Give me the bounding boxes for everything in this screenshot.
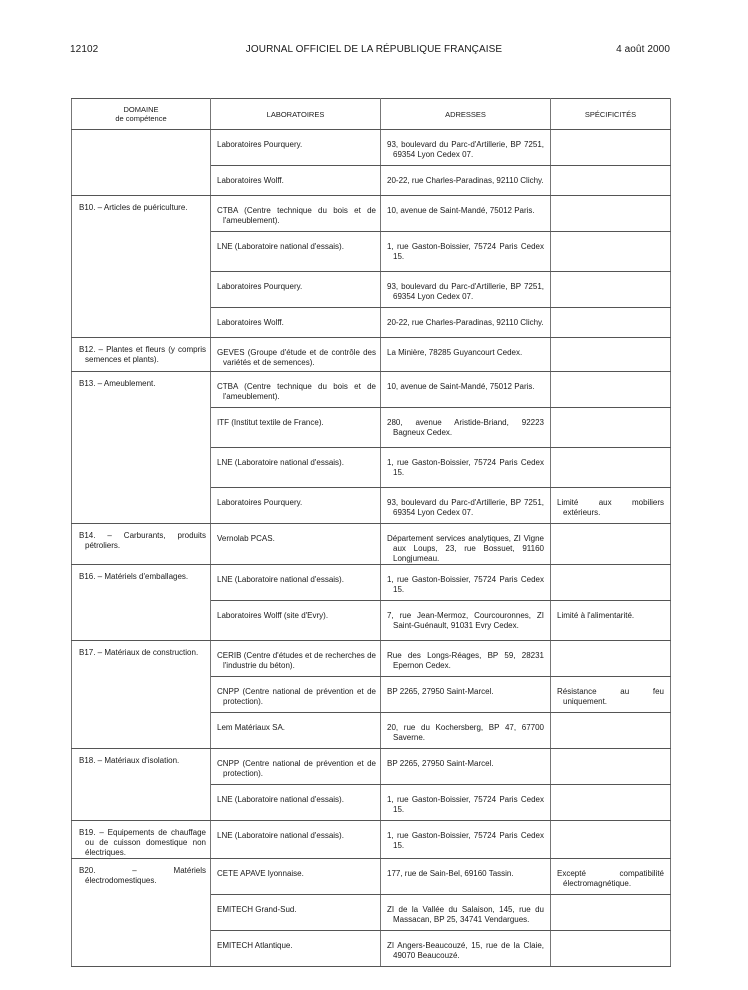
laboratoire-cell	[211, 931, 381, 967]
specificite-cell	[551, 166, 671, 196]
specificite-cell-text: Résistance au feu uniquement.	[557, 687, 664, 706]
laboratoire-cell	[211, 196, 381, 232]
table-row	[72, 821, 671, 859]
laboratoire-cell-text: CNPP (Centre national de prévention et de protection).	[217, 759, 376, 778]
table-row	[72, 372, 671, 408]
specificite-cell	[551, 196, 671, 232]
adresse-cell	[381, 821, 551, 859]
laboratoire-cell	[211, 749, 381, 785]
adresse-cell-text: 93, boulevard du Parc-d'Artillerie, BP 7251, 69354 Lyon Cedex 07.	[387, 140, 544, 159]
specificite-cell	[551, 372, 671, 408]
adresse-cell	[381, 272, 551, 308]
adresse-cell-text: 93, boulevard du Parc-d'Artillerie, BP 7251, 69354 Lyon Cedex 07.	[387, 498, 544, 517]
domaine-cell-text: B18. – Matériaux d'isolation.	[79, 756, 180, 765]
laboratoire-cell-text: Laboratoires Pourquery.	[217, 140, 303, 149]
laboratoire-cell	[211, 448, 381, 488]
adresse-cell-text: 1, rue Gaston-Boissier, 75724 Paris Cedex 15.	[387, 575, 544, 594]
laboratoire-cell-text: Laboratoires Wolff.	[217, 176, 284, 185]
table-row	[72, 524, 671, 565]
specificite-cell	[551, 338, 671, 372]
laboratoire-cell	[211, 601, 381, 641]
table-row	[72, 130, 671, 166]
adresse-cell-text: 177, rue de Sain-Bel, 69160 Tassin.	[387, 869, 514, 878]
laboratoire-cell	[211, 821, 381, 859]
laboratoire-cell	[211, 372, 381, 408]
laboratoire-cell	[211, 272, 381, 308]
adresse-cell	[381, 677, 551, 713]
adresse-cell	[381, 931, 551, 967]
adresse-cell-text: 7, rue Jean-Mermoz, Courcouronnes, ZI Saint-Guénault, 91031 Evry Cedex.	[387, 611, 544, 630]
domaine-cell-text: B19. – Equipements de chauffage ou de cuisson domestique non électriques.	[79, 828, 206, 857]
laboratoire-cell-text: CETE APAVE lyonnaise.	[217, 869, 304, 878]
domaine-cell	[72, 859, 211, 967]
laboratoire-cell	[211, 565, 381, 601]
laboratoire-cell-text: LNE (Laboratoire national d'essais).	[217, 575, 344, 584]
page-number: 12102	[70, 44, 99, 55]
specificite-cell-text: Excepté compatibilité électromagnétique.	[557, 869, 664, 888]
adresse-cell-text: 1, rue Gaston-Boissier, 75724 Paris Cedex 15.	[387, 831, 544, 850]
laboratoire-cell	[211, 677, 381, 713]
adresse-cell	[381, 232, 551, 272]
specificite-cell	[551, 713, 671, 749]
specificite-cell-text: Limité aux mobiliers extérieurs.	[557, 498, 664, 517]
specificite-cell	[551, 931, 671, 967]
specificite-cell	[551, 749, 671, 785]
domaine-cell-text: B16. – Matériels d'emballages.	[79, 572, 189, 581]
laboratoire-cell-text: Laboratoires Pourquery.	[217, 282, 303, 291]
laboratoire-cell	[211, 130, 381, 166]
specificite-cell	[551, 524, 671, 565]
specificite-cell-text: Limité à l'alimentarité.	[557, 611, 635, 620]
specificite-cell	[551, 232, 671, 272]
adresse-cell	[381, 565, 551, 601]
adresse-cell	[381, 372, 551, 408]
adresse-cell-text: 280, avenue Aristide-Briand, 92223 Bagneux Cedex.	[387, 418, 544, 437]
journal-title: JOURNAL OFFICIEL DE LA RÉPUBLIQUE FRANÇAISE	[245, 44, 503, 55]
column-header-adresses: ADRESSES	[381, 99, 551, 130]
adresse-cell-text: Rue des Longs-Réages, BP 59, 28231 Epernon Cedex.	[387, 651, 544, 670]
laboratoire-cell-text: EMITECH Atlantique.	[217, 941, 293, 950]
laboratoire-cell	[211, 308, 381, 338]
adresse-cell-text: 1, rue Gaston-Boissier, 75724 Paris Cedex 15.	[387, 242, 544, 261]
domaine-cell-text: B10. – Articles de puériculture.	[79, 203, 188, 212]
table-header-row	[72, 99, 671, 130]
column-header-specificites: SPÉCIFICITÉS	[551, 99, 671, 130]
adresse-cell	[381, 785, 551, 821]
adresse-cell-text: 20-22, rue Charles-Paradinas, 92110 Clichy.	[387, 318, 544, 327]
laboratoire-cell-text: EMITECH Grand-Sud.	[217, 905, 297, 914]
adresse-cell-text: 10, avenue de Saint-Mandé, 75012 Paris.	[387, 382, 535, 391]
laboratoire-cell	[211, 641, 381, 677]
laboratoire-cell	[211, 785, 381, 821]
adresse-cell-text: BP 2265, 27950 Saint-Marcel.	[387, 759, 494, 768]
table-row	[72, 565, 671, 601]
adresse-cell	[381, 196, 551, 232]
adresse-cell	[381, 601, 551, 641]
specificite-cell	[551, 272, 671, 308]
adresse-cell-text: 1, rue Gaston-Boissier, 75724 Paris Cedex 15.	[387, 795, 544, 814]
laboratoire-cell	[211, 488, 381, 524]
specificite-cell	[551, 408, 671, 448]
adresse-cell	[381, 308, 551, 338]
adresse-cell	[381, 166, 551, 196]
adresse-cell-text: ZI Angers-Beaucouzé, 15, rue de la Claie, 49070 Beaucouzé.	[387, 941, 544, 960]
laboratoire-cell-text: Lem Matériaux SA.	[217, 723, 286, 732]
laboratoire-cell-text: LNE (Laboratoire national d'essais).	[217, 242, 344, 251]
table-row	[72, 641, 671, 677]
table-row	[72, 859, 671, 895]
column-header-laboratoires: LABORATOIRES	[211, 99, 381, 130]
laboratoire-cell	[211, 859, 381, 895]
laboratoire-cell-text: ITF (Institut textile de France).	[217, 418, 324, 427]
adresse-cell	[381, 749, 551, 785]
specificite-cell	[551, 565, 671, 601]
specificite-cell	[551, 130, 671, 166]
adresse-cell-text: ZI de la Vallée du Salaison, 145, rue du Massacan, BP 25, 34741 Vendargues.	[387, 905, 544, 924]
adresse-cell-text: 20, rue du Kochersberg, BP 47, 67700 Saverne.	[387, 723, 544, 742]
specificite-cell	[551, 641, 671, 677]
laboratoire-cell-text: Laboratoires Pourquery.	[217, 498, 303, 507]
adresse-cell-text: 1, rue Gaston-Boissier, 75724 Paris Cedex 15.	[387, 458, 544, 477]
table-row	[72, 196, 671, 232]
table-row	[72, 338, 671, 372]
specificite-cell	[551, 785, 671, 821]
laboratoire-cell	[211, 232, 381, 272]
domaine-cell-text: B12. – Plantes et fleurs (y compris semences et plants).	[79, 345, 206, 364]
adresse-cell	[381, 713, 551, 749]
specificite-cell	[551, 601, 671, 641]
laboratoire-cell	[211, 713, 381, 749]
laboratoire-cell-text: LNE (Laboratoire national d'essais).	[217, 831, 344, 840]
domaine-cell	[72, 524, 211, 565]
domaine-cell-text: B14. – Carburants, produits pétroliers.	[79, 531, 206, 550]
adresse-cell-text: 93, boulevard du Parc-d'Artillerie, BP 7251, 69354 Lyon Cedex 07.	[387, 282, 544, 301]
adresse-cell	[381, 488, 551, 524]
laboratoire-cell-text: LNE (Laboratoire national d'essais).	[217, 795, 344, 804]
laboratoire-cell-text: Laboratoires Wolff.	[217, 318, 284, 327]
specificite-cell	[551, 677, 671, 713]
specificite-cell	[551, 488, 671, 524]
adresse-cell-text: Département services analytiques, ZI Vigne aux Loups, 23, rue Bossuet, 91160 Longjumeau.	[387, 534, 544, 563]
laboratories-table	[71, 98, 671, 967]
adresse-cell	[381, 408, 551, 448]
laboratoire-cell-text: Vernolab PCAS.	[217, 534, 275, 543]
domaine-cell-text: B13. – Ameublement.	[79, 379, 156, 388]
domaine-cell	[72, 196, 211, 338]
laboratoire-cell-text: Laboratoires Wolff (site d'Evry).	[217, 611, 329, 620]
domaine-cell	[72, 749, 211, 821]
domaine-cell-text: B20. – Matériels électrodomestiques.	[79, 866, 206, 885]
adresse-cell-text: 10, avenue de Saint-Mandé, 75012 Paris.	[387, 206, 535, 215]
laboratoire-cell-text: CNPP (Centre national de prévention et de protection).	[217, 687, 376, 706]
table-row	[72, 749, 671, 785]
adresse-cell-text: La Minière, 78285 Guyancourt Cedex.	[387, 348, 523, 357]
adresse-cell	[381, 641, 551, 677]
specificite-cell	[551, 308, 671, 338]
adresse-cell	[381, 859, 551, 895]
adresse-cell-text: BP 2265, 27950 Saint-Marcel.	[387, 687, 494, 696]
domaine-cell	[72, 372, 211, 524]
laboratoire-cell	[211, 895, 381, 931]
adresse-cell-text: 20-22, rue Charles-Paradinas, 92110 Clichy.	[387, 176, 544, 185]
adresse-cell	[381, 524, 551, 565]
domaine-cell	[72, 338, 211, 372]
specificite-cell	[551, 448, 671, 488]
laboratoire-cell	[211, 524, 381, 565]
laboratoire-cell-text: CTBA (Centre technique du bois et de l'ameublement).	[217, 206, 376, 225]
adresse-cell	[381, 895, 551, 931]
specificite-cell	[551, 821, 671, 859]
laboratoire-cell	[211, 338, 381, 372]
column-header-domaine: DOMAINE de compétence	[72, 99, 211, 130]
laboratoire-cell	[211, 408, 381, 448]
domaine-cell-text: B17. – Matériaux de construction.	[79, 648, 199, 657]
adresse-cell	[381, 130, 551, 166]
publication-date: 4 août 2000	[616, 44, 670, 55]
domaine-cell	[72, 565, 211, 641]
specificite-cell	[551, 859, 671, 895]
domaine-cell	[72, 641, 211, 749]
laboratoire-cell-text: CTBA (Centre technique du bois et de l'ameublement).	[217, 382, 376, 401]
domaine-cell	[72, 130, 211, 196]
specificite-cell	[551, 895, 671, 931]
adresse-cell	[381, 448, 551, 488]
laboratoire-cell	[211, 166, 381, 196]
laboratoire-cell-text: GEVES (Groupe d'étude et de contrôle des variétés et de semences).	[217, 348, 376, 367]
adresse-cell	[381, 338, 551, 372]
laboratoire-cell-text: CERIB (Centre d'études et de recherches de l'industrie du béton).	[217, 651, 376, 670]
domaine-cell	[72, 821, 211, 859]
laboratoire-cell-text: LNE (Laboratoire national d'essais).	[217, 458, 344, 467]
